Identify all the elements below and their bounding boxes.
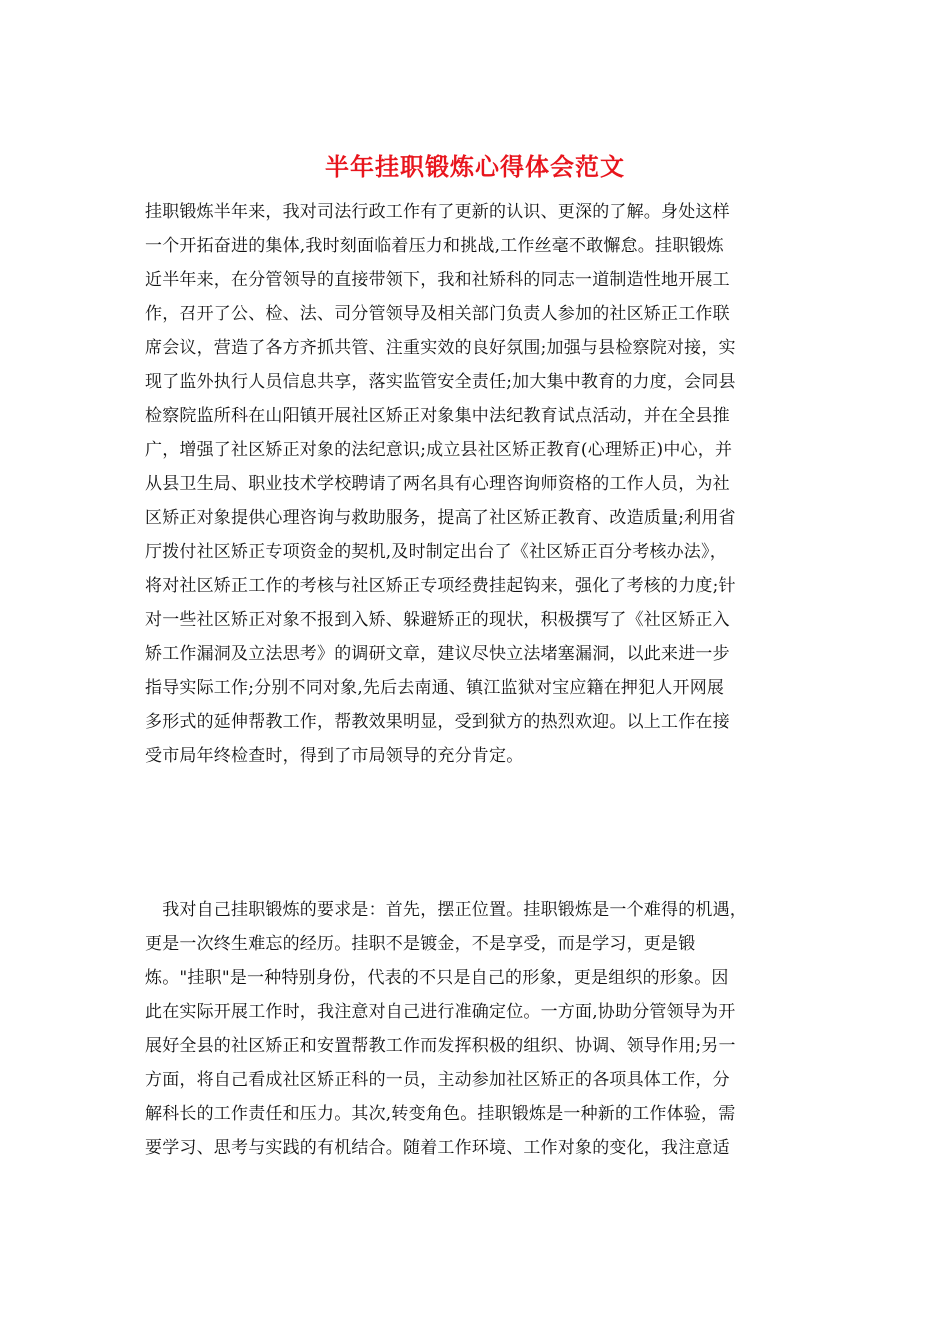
text-line: 展好全县的社区矫正和安置帮教工作而发挥积极的组织、协调、领导作用;另一 (145, 1036, 736, 1056)
text-line: 多形式的延伸帮教工作，帮教效果明显，受到狱方的热烈欢迎。以上工作在接 (145, 712, 730, 732)
text-line: 炼。"挂职"是一种特别身份，代表的不只是自己的形象，更是组织的形象。因 (145, 968, 729, 988)
text-line: 矫工作漏洞及立法思考》的调研文章，建议尽快立法堵塞漏洞，以此来进一步 (145, 644, 730, 664)
text-line: 方面，将自己看成社区矫正科的一员，主动参加社区矫正的各项具体工作，分 (145, 1070, 730, 1090)
text-line: 解科长的工作责任和压力。其次,转变角色。挂职锻炼是一种新的工作体验，需 (145, 1104, 736, 1124)
text-line: 更是一次终生难忘的经历。挂职不是镀金，不是享受，而是学习，更是锻 (145, 934, 696, 954)
text-line: 将对社区矫正工作的考核与社区矫正专项经费挂起钩来，强化了考核的力度;针 (145, 576, 736, 596)
text-line: 对一些社区矫正对象不报到入矫、躲避矫正的现状，积极撰写了《社区矫正入 (145, 610, 730, 630)
text-line: 广，增强了社区矫正对象的法纪意识;成立县社区矫正教育(心理矫正)中心，并 (145, 440, 733, 460)
document-title: 半年挂职锻炼心得体会范文 (325, 152, 625, 181)
text-line: 挂职锻炼半年来，我对司法行政工作有了更新的认识、更深的了解。身处这样 (145, 202, 730, 222)
text-line: 要学习、思考与实践的有机结合。随着工作环境、工作对象的变化，我注意适 (145, 1138, 730, 1158)
text-line: 检察院监所科在山阳镇开展社区矫正对象集中法纪教育试点活动，并在全县推 (145, 406, 730, 426)
text-line: 席会议，营造了各方齐抓共管、注重实效的良好氛围;加强与县检察院对接，实 (145, 338, 736, 358)
text-line: 作，召开了公、检、法、司分管领导及相关部门负责人参加的社区矫正工作联 (145, 304, 730, 324)
text-line: 我对自己挂职锻炼的要求是：首先，摆正位置。挂职锻炼是一个难得的机遇， (145, 900, 747, 920)
paragraph-2 (145, 893, 825, 1165)
text-line: 受市局年终检查时，得到了市局领导的充分肯定。 (145, 746, 524, 766)
text-line: 现了监外执行人员信息共享，落实监管安全责任;加大集中教育的力度，会同县 (145, 372, 736, 392)
text-line: 此在实际开展工作时，我注意对自己进行准确定位。一方面,协助分管领导为开 (145, 1002, 736, 1022)
text-line: 指导实际工作;分别不同对象,先后去南通、镇江监狱对宝应籍在押犯人开网展 (145, 678, 725, 698)
text-line: 从县卫生局、职业技术学校聘请了两名具有心理咨询师资格的工作人员，为社 (145, 474, 730, 494)
paragraph-1 (145, 195, 825, 773)
text-line: 近半年来，在分管领导的直接带领下，我和社矫科的同志一道制造性地开展工 (145, 270, 730, 290)
text-line: 厅拨付社区矫正专项资金的契机,及时制定出台了《社区矫正百分考核办法》， (145, 542, 727, 562)
text-line: 区矫正对象提供心理咨询与救助服务，提高了社区矫正教育、改造质量;利用省 (145, 508, 736, 528)
text-line: 一个开拓奋进的集体,我时刻面临着压力和挑战,工作丝毫不敢懈怠。挂职锻炼 (145, 236, 724, 256)
